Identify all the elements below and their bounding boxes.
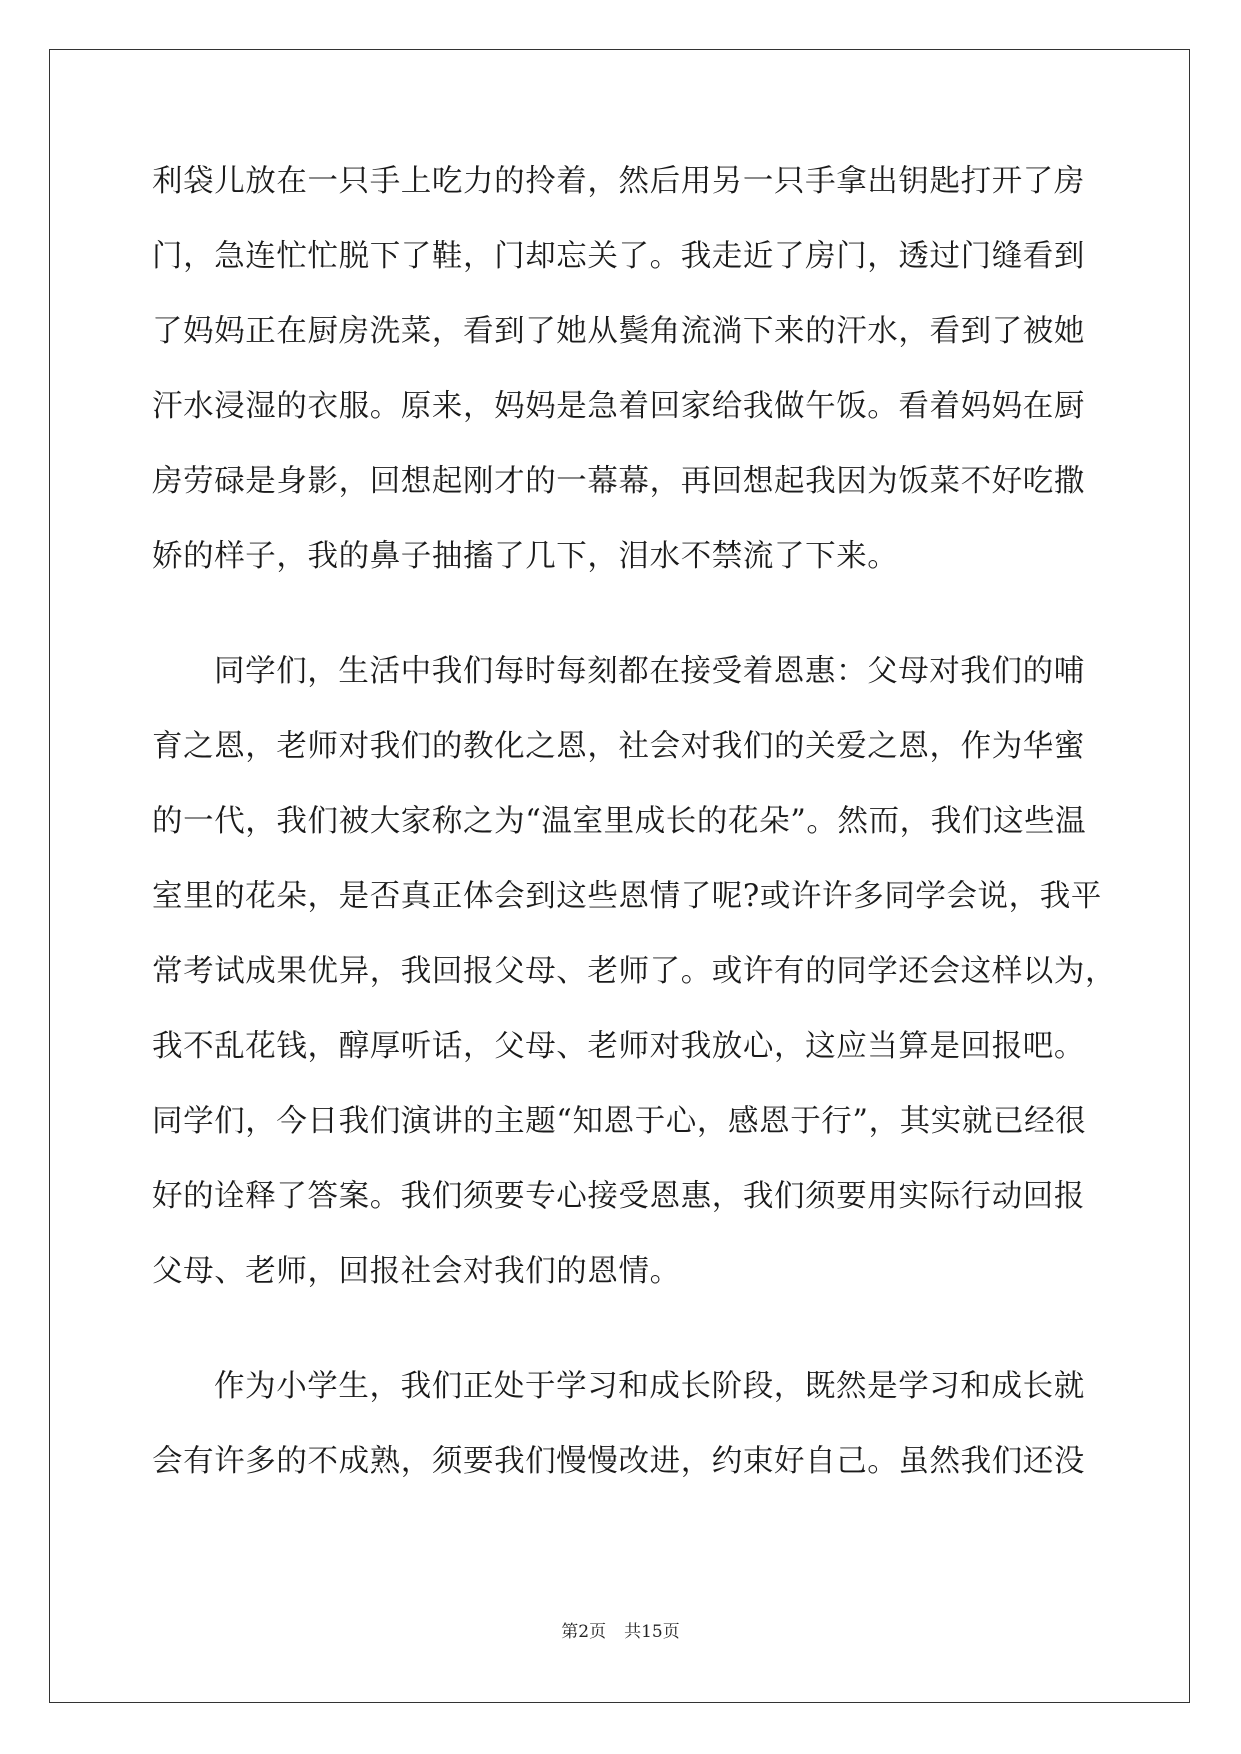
paragraph-first-line: 作为小学生，我们正处于学习和成长阶段，既然是学习和成长就 — [214, 1369, 1085, 1404]
total-pages: 15 — [641, 1622, 663, 1642]
text-line: 了妈妈正在厨房洗菜，看到了她从鬓角流淌下来的汗水，看到了被她 — [152, 314, 1085, 349]
text-line: 室里的花朵，是否真正体会到这些恩情了呢?或许许多同学会说，我平 — [152, 879, 1102, 914]
text-line: 会有许多的不成熟，须要我们慢慢改进，约束好自己。虽然我们还没 — [152, 1444, 1085, 1479]
total-prefix: 共 — [624, 1622, 642, 1642]
text-line: 常考试成果优异，我回报父母、老师了。或许有的同学还会这样以为， — [152, 954, 1117, 989]
text-line: 同学们，今日我们演讲的主题“知恩于心，感恩于行”，其实就已经很 — [152, 1104, 1087, 1139]
text-line: 门，急连忙忙脱下了鞋，门却忘关了。我走近了房门，透过门缝看到 — [152, 239, 1085, 274]
text-line: 好的诠释了答案。我们须要专心接受恩惠，我们须要用实际行动回报 — [152, 1179, 1085, 1214]
text-line: 房劳碌是身影，回想起刚才的一幕幕，再回想起我因为饭菜不好吃撒 — [152, 464, 1085, 499]
page-suffix: 页 — [589, 1622, 607, 1642]
page-prefix: 第 — [561, 1622, 579, 1642]
text-line: 父母、老师，回报社会对我们的恩情。 — [152, 1254, 681, 1289]
paragraph-first-line: 同学们，生活中我们每时每刻都在接受着恩惠：父母对我们的哺 — [214, 654, 1085, 689]
text-line: 汗水浸湿的衣服。原来，妈妈是急着回家给我做午饭。看着妈妈在厨 — [152, 389, 1085, 424]
text-line: 娇的样子，我的鼻子抽搐了几下，泪水不禁流了下来。 — [152, 539, 899, 574]
text-line: 利袋儿放在一只手上吃力的拎着，然后用另一只手拿出钥匙打开了房 — [152, 164, 1085, 199]
total-suffix: 页 — [662, 1622, 680, 1642]
page-number: 2 — [578, 1622, 590, 1642]
text-line: 育之恩，老师对我们的教化之恩，社会对我们的关爱之恩，作为华蜜 — [152, 729, 1085, 764]
text-line: 我不乱花钱，醇厚听话，父母、老师对我放心，这应当算是回报吧。 — [152, 1029, 1085, 1064]
text-line: 的一代，我们被大家称之为“温室里成长的花朵”。然而，我们这些温 — [152, 804, 1087, 839]
page-footer — [0, 1620, 1241, 1644]
